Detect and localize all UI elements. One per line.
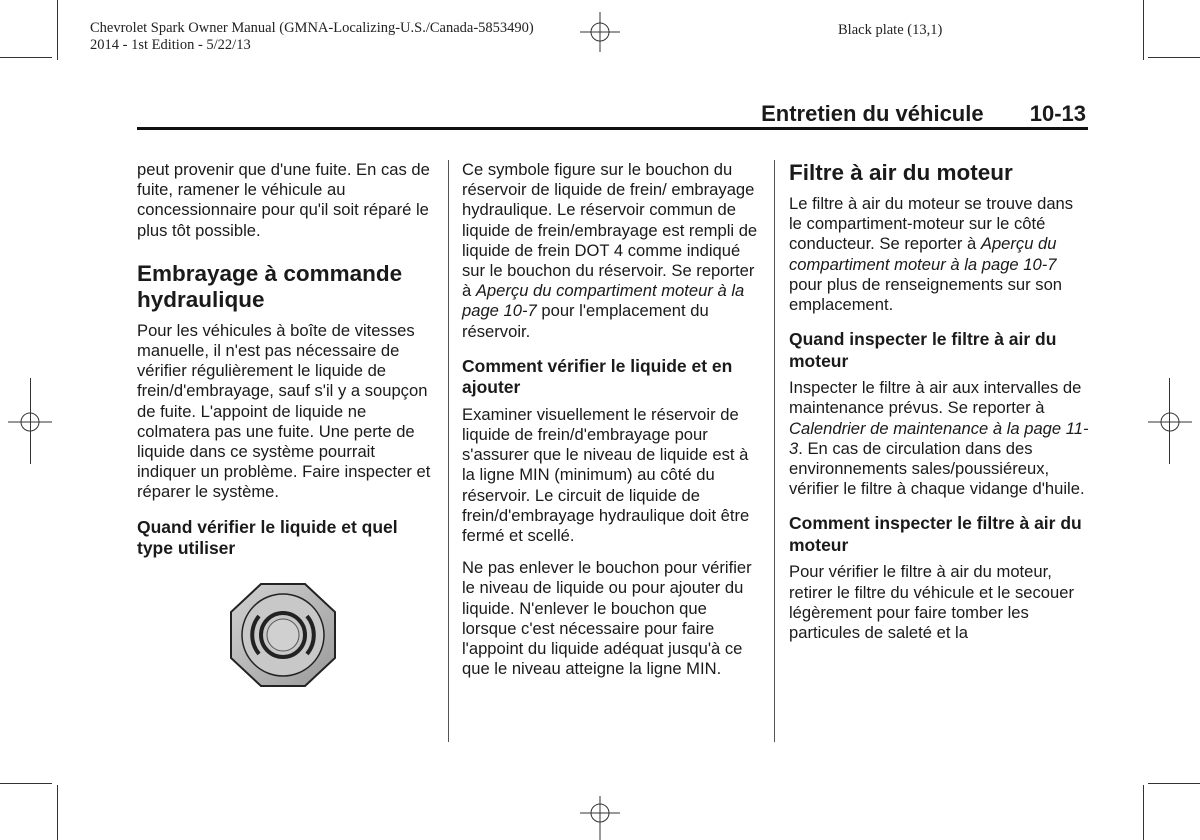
crop-mark-bottom-right-h xyxy=(1148,783,1200,784)
cross-reference: Aperçu du compartiment moteur à la page 10-7 xyxy=(789,234,1057,274)
registration-mark-bottom-icon xyxy=(578,796,622,840)
column-1 xyxy=(137,160,437,702)
subsection-heading: Quand vérifier le liquide et quel type utiliser xyxy=(137,516,398,559)
column-divider xyxy=(774,160,775,742)
paragraph: Pour les véhicules à boîte de vitesses manuelle, il n'est pas nécessaire de vérifier régulièrement le liquide de frein/d'embrayage, sauf s'il y a soupçon de fuite. L'appoint de liquide ne colmatera pas une fuite. Une perte de liquide dans ce système pourrait indiquer un problème. Faire inspecter et réparer le système. xyxy=(137,320,431,502)
page-number: 10-13 xyxy=(1029,101,1086,126)
section-heading: Embrayage à commande hydraulique xyxy=(137,260,403,312)
section-title: Entretien du véhicule xyxy=(761,101,984,126)
print-meta-left xyxy=(90,20,534,54)
crop-mark-bottom-left-h xyxy=(0,783,52,784)
crop-mark-bottom-left xyxy=(57,785,58,840)
crop-mark-top-right xyxy=(1143,0,1144,60)
paragraph: Le filtre à air du moteur se trouve dans le compartiment-moteur sur le côté conducteur. Se reporter à Aperçu du compartiment moteur à la page 10-7 pour plus de renseignements sur son emplacement. xyxy=(789,194,1074,315)
column-divider xyxy=(448,160,449,742)
subsection-heading: Quand inspecter le filtre à air du moteur xyxy=(789,329,1057,371)
brake-fluid-cap-icon xyxy=(137,582,437,702)
registration-mark-right-icon xyxy=(1148,400,1192,444)
cross-reference: Calendrier de maintenance à la page 11-3 xyxy=(789,418,1089,458)
section-heading: Filtre à air du moteur xyxy=(789,160,1013,185)
paragraph: Inspecter le filtre à air aux intervalles de maintenance prévus. Se reporter à Calendrier de maintenance à la page 11-3. En cas de circulation dans des environnements sales/poussiéreux, vérifier le filtre à chaque vidange d'huile. xyxy=(789,378,1089,499)
paragraph: peut provenir que d'une fuite. En cas de fuite, ramener le véhicule au concessionnaire pour qu'il soit réparé le plus tôt possible. xyxy=(137,160,430,240)
crop-mark-bottom-right xyxy=(1143,785,1144,840)
header-rule xyxy=(137,127,1088,130)
paragraph: Ce symbole figure sur le bouchon du réservoir de liquide de frein/ embrayage hydraulique. Le réservoir commun de liquide de frein/embrayage est rempli de liquide de frein DOT 4 comme indiqué sur le bouchon du réservoir. Se reporter à Aperçu du compartiment moteur à la page 10-7 pour l'emplacement du réservoir. xyxy=(462,160,758,341)
print-meta-plate: Black plate (13,1) xyxy=(838,22,943,38)
paragraph: Pour vérifier le filtre à air du moteur, retirer le filtre du véhicule et le secouer légèrement pour faire tomber les particules de saleté et la xyxy=(789,562,1074,643)
paragraph: Ne pas enlever le bouchon pour vérifier le niveau de liquide ou pour ajouter du liquide. N'enlever le bouchon que lorsque c'est nécessaire pour faire l'appoint du liquide adéquat jusqu'à ce que le niveau atteigne la ligne MIN. xyxy=(462,558,752,679)
cross-reference: Aperçu du compartiment moteur à la page 10-7 xyxy=(462,281,745,321)
column-3 xyxy=(789,160,1089,655)
crop-mark-top-left xyxy=(57,0,58,60)
column-2 xyxy=(462,160,762,691)
registration-mark-top-icon xyxy=(578,12,622,52)
print-meta-edition: 2014 - 1st Edition - 5/22/13 xyxy=(90,37,251,53)
crop-mark-top-left-h xyxy=(0,57,52,58)
registration-mark-left-icon xyxy=(8,400,52,444)
subsection-heading: Comment vérifier le liquide et en ajouter xyxy=(462,355,733,398)
paragraph: Examiner visuellement le réservoir de liquide de frein/d'embrayage pour s'assurer que le niveau de liquide est à la ligne MIN (minimum) au côté du réservoir. Le circuit de liquide de frein/d'embrayage hydraulique doit être fermé et scellé. xyxy=(462,404,750,546)
subsection-heading: Comment inspecter le filtre à air du moteur xyxy=(789,513,1082,555)
crop-mark-top-right-h xyxy=(1148,57,1200,58)
running-header xyxy=(761,101,1086,127)
print-meta-title: Chevrolet Spark Owner Manual (GMNA-Localizing-U.S./Canada-5853490) xyxy=(90,20,534,36)
